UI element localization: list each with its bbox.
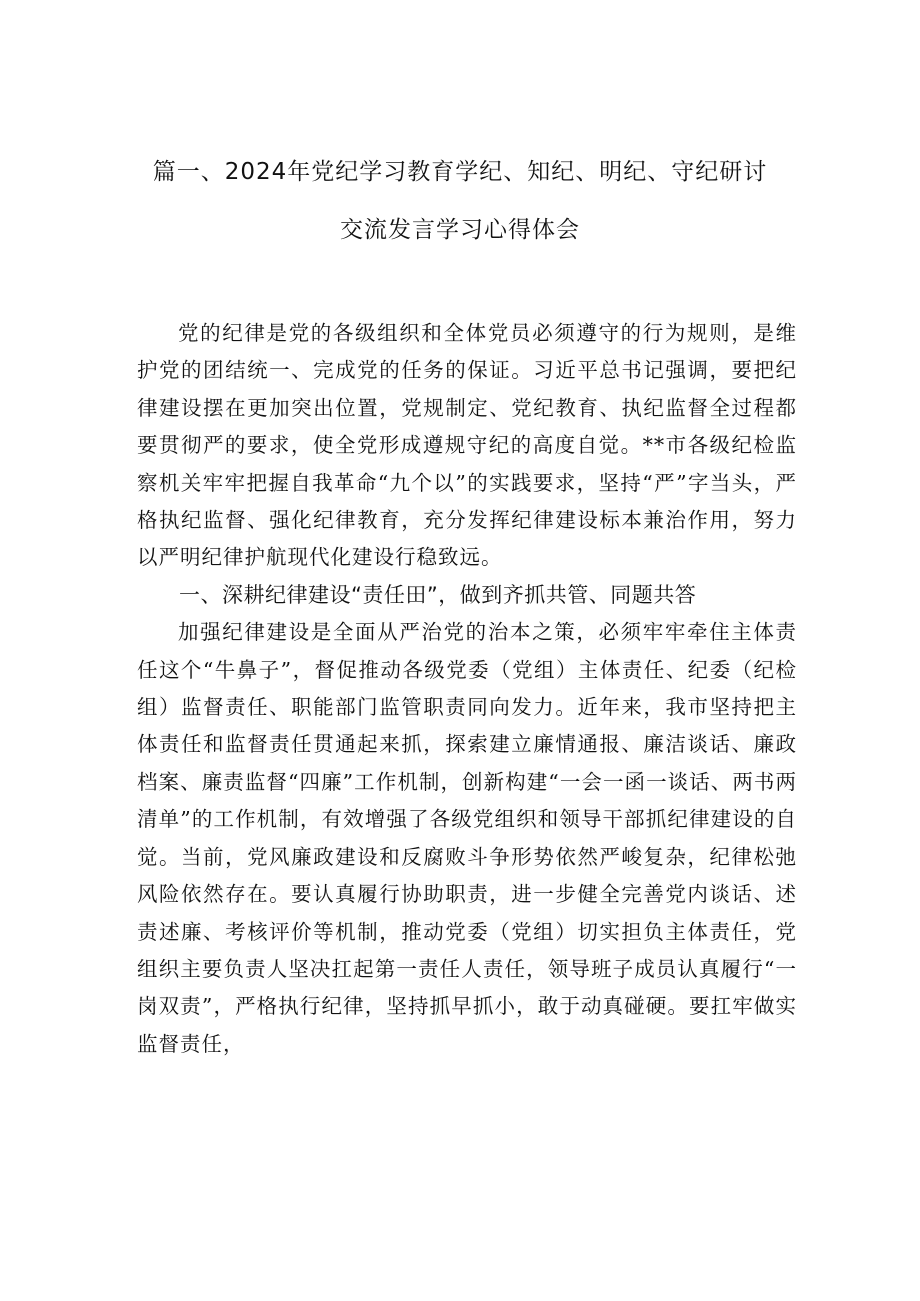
intro-paragraph: 党的纪律是党的各级组织和全体党员必须遵守的行为规则，是维护党的团结统一、完成党的任务的保证。习近平总书记强调，要把纪律建设摆在更加突出位置，党规制定、党纪教育、执纪监督全过程都要贯彻严的要求，使全党形成遵规守纪的高度自觉。**市各级纪检监察机关牢牢把握自我革命“九个以”的实践要求，坚持“严”字当头，严格执纪监督、强化纪律教育，充分发挥纪律建设标本兼治作用，努力以严明纪律护航现代化建设行稳致远。 — [137, 321, 797, 570]
document-body — [137, 315, 797, 1063]
section-heading-1: 一、深耕纪律建设“责任田”，做到齐抓共管、同题共答 — [179, 582, 697, 607]
section-1-paragraph: 加强纪律建设是全面从严治党的治本之策，必须牢牢牵住主体责任这个“牛鼻子”，督促推动各级党委（党组）主体责任、纪委（纪检组）监督责任、职能部门监管职责同向发力。近年来，我市坚持把主体责任和监督责任贯通起来抓，探索建立廉情通报、廉洁谈话、廉政档案、廉责监督“四廉”工作机制，创新构建“一会一函一谈话、两书两清单”的工作机制，有效增强了各级党组织和领导干部抓纪律建设的自觉。当前，党风廉政建设和反腐败斗争形势依然严峻复杂，纪律松弛风险依然存在。要认真履行协助职责，进一步健全完善党内谈话、述责述廉、考核评价等机制，推动党委（党组）切实担负主体责任，党组织主要负责人坚决扛起第一责任人责任，领导班子成员认真履行“一岗双责”，严格执行纪律，坚持抓早抓小，敢于动真碰硬。要扛牢做实监督责任， — [137, 620, 797, 1056]
document-title-line-1: 篇一、2024年党纪学习教育学纪、知纪、明纪、守纪研讨 — [152, 159, 768, 185]
document-title-line-2: 交流发言学习心得体会 — [340, 217, 580, 243]
